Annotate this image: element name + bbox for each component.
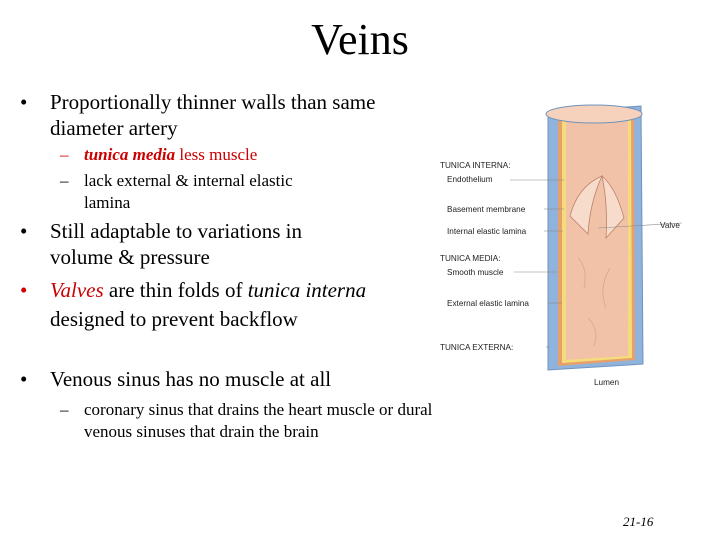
bullet-dash: – <box>60 171 69 190</box>
bullet-dot: • <box>20 90 28 114</box>
label-lumen: Lumen <box>594 378 620 387</box>
slide-title: Veins <box>311 15 409 64</box>
label-smooth-muscle: Smooth muscle <box>447 268 504 277</box>
bullet-text: are thin folds of <box>103 278 248 302</box>
bullet-dot: • <box>20 219 28 243</box>
term-valves: Valves <box>50 278 104 302</box>
label-tunica-externa: TUNICA EXTERNA: <box>440 343 514 352</box>
bullet-text: Still adaptable to variations in volume & pressure <box>50 219 302 269</box>
bullet-venous-sinus <box>20 366 430 392</box>
label-tunica-media: TUNICA MEDIA: <box>440 254 501 263</box>
subbullet-lack-lamina <box>60 170 294 214</box>
bullet-dash: – <box>60 400 69 419</box>
subbullet-text: coronary sinus that drains the heart muscle or dural venous sinuses that drain the brain <box>84 400 433 441</box>
label-internal-elastic-lamina: Internal elastic lamina <box>447 227 527 236</box>
subbullet-coronary-sinus <box>60 399 434 443</box>
label-endothelium: Endothelium <box>447 175 493 184</box>
term-tunica-interna: tunica interna <box>247 278 367 302</box>
bullet-adaptable <box>20 218 340 270</box>
subbullet-tunica-media <box>60 144 414 166</box>
label-valve: Valve <box>660 221 680 230</box>
vein-wall-diagram <box>438 98 688 390</box>
bullet-thinner-walls <box>20 89 430 141</box>
bullet-valves <box>20 276 410 334</box>
bullet-text: Proportionally thinner walls than same diameter artery <box>50 90 376 140</box>
tunica-interna-layer <box>566 116 628 360</box>
label-basement-membrane: Basement membrane <box>447 205 526 214</box>
bullet-text-rest: designed to prevent backflow <box>50 307 298 331</box>
bullet-text: Venous sinus has no muscle at all <box>50 367 332 391</box>
label-external-elastic-lamina: External elastic lamina <box>447 299 529 308</box>
subbullet-text: less muscle <box>175 145 258 164</box>
label-tunica-interna: TUNICA INTERNA: <box>440 161 511 170</box>
subbullet-text: lack external & internal elastic lamina <box>84 171 293 212</box>
bullet-dot: • <box>20 278 28 302</box>
bullet-dash: – <box>60 145 69 164</box>
page-number: 21-16 <box>623 514 654 529</box>
vein-opening <box>546 105 642 123</box>
term-tunica-media: tunica media <box>84 145 176 164</box>
bullet-dot: • <box>20 367 28 391</box>
